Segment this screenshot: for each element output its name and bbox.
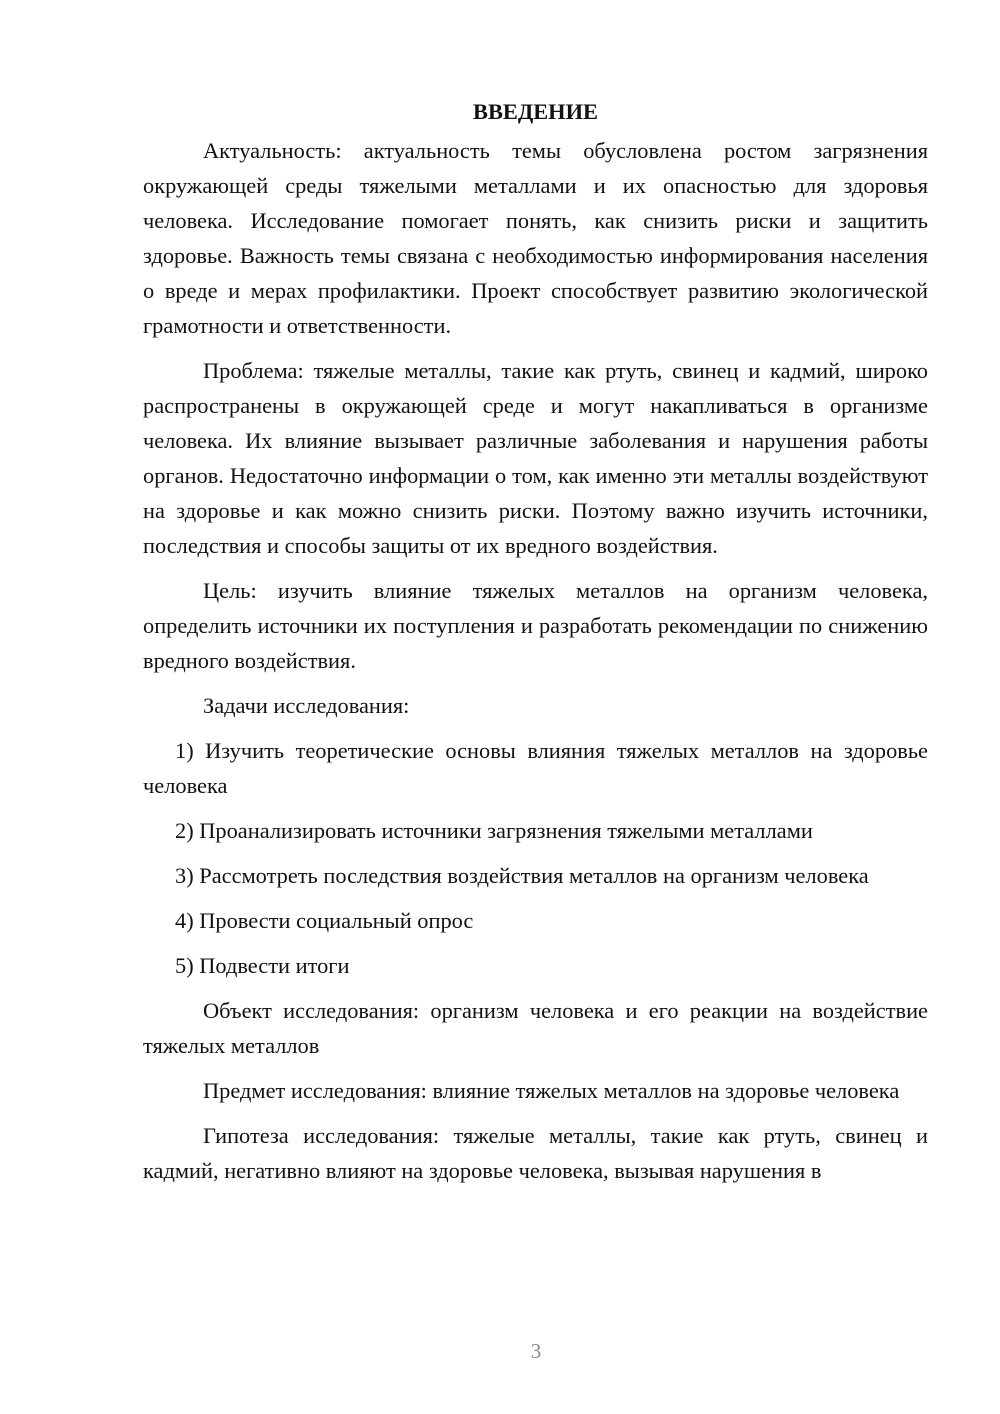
task-item-4: 4) Провести социальный опрос: [175, 908, 474, 933]
paragraph-hypothesis: Гипотеза исследования: тяжелые металлы, такие как ртуть, свинец и кадмий, негативно влияют на здоровье человека, вызывая нарушения в: [143, 1123, 928, 1183]
page-number: 3: [530, 1339, 542, 1363]
section-title: ВВЕДЕНИЕ: [473, 99, 598, 124]
paragraph-object: Объект исследования: организм человека и его реакции на воздействие тяжелых металлов: [143, 998, 928, 1058]
paragraph-problem: Проблема: тяжелые металлы, такие как ртуть, свинец и кадмий, широко распространены в окружающей среде и могут накапливаться в организме человека. Их влияние вызывает различные заболевания и нарушения работы органов. Недостаточно информации о том, как именно эти металлы воздействуют на здоровье и как можно снизить риски. Поэтому важно изучить источники, последствия и способы защиты от их вредного воздействия.: [143, 358, 928, 558]
task-item-2: 2) Проанализировать источники загрязнения тяжелыми металлами: [175, 818, 813, 843]
paragraph-relevance: Актуальность: актуальность темы обусловлена ростом загрязнения окружающей среды тяжелыми металлами и их опасностью для здоровья человека. Исследование помогает понять, как снизить риски и защитить здоровье. Важность темы связана с необходимостью информирования населения о вреде и мерах профилактики. Проект способствует развитию экологической грамотности и ответственности.: [143, 138, 928, 338]
task-item-3: 3) Рассмотреть последствия воздействия металлов на организм человека: [175, 863, 869, 888]
paragraph-goal: Цель: изучить влияние тяжелых металлов на организм человека, определить источники их поступления и разработать рекомендации по снижению вредного воздействия.: [143, 578, 928, 673]
tasks-heading: Задачи исследования:: [203, 693, 410, 718]
task-item-1: 1) Изучить теоретические основы влияния тяжелых металлов на здоровье человека: [143, 738, 928, 798]
paragraph-subject: Предмет исследования: влияние тяжелых металлов на здоровье человека: [203, 1078, 900, 1103]
task-item-5: 5) Подвести итоги: [175, 953, 350, 978]
page-body: [143, 94, 928, 1188]
